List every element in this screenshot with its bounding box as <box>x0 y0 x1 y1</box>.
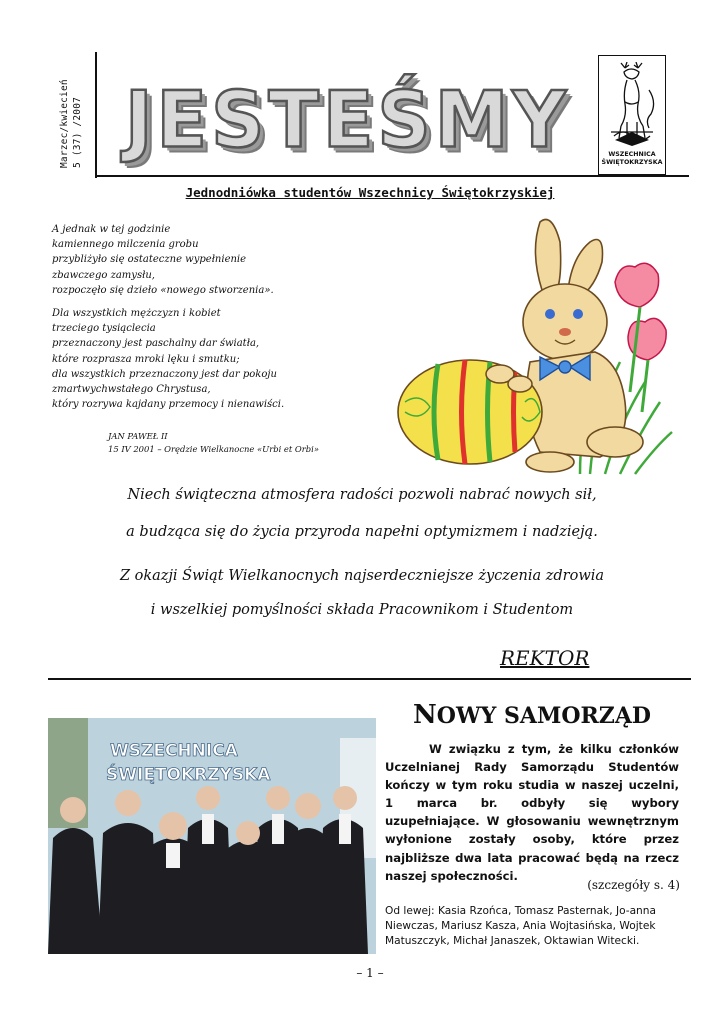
poem-line: zbawczego zamysłu, <box>52 269 155 281</box>
article-title-rest: OWY SAMORZĄD <box>436 703 651 729</box>
poem-line: przybliżyło się ostateczne wypełnienie <box>52 254 247 266</box>
photo-sign-line-1: WSZECHNICA <box>110 741 238 761</box>
signature-text: REKTOR <box>500 646 590 670</box>
greeting-line-4: i wszelkiej pomyślności składa Pracownikom i Studentom <box>150 602 574 618</box>
masthead-title: JESTEŚMY <box>125 74 570 166</box>
poem-line: kamiennego milczenia grobu <box>52 239 199 251</box>
poem-attribution <box>108 430 408 456</box>
greeting-line-2: a budząca się do życia przyroda napełni optymizmem i nadzieją. <box>126 524 598 540</box>
easter-illustration <box>390 212 680 482</box>
article-reference: (szczegóły s. 4) <box>587 878 680 892</box>
poem-author: JAN PAWEŁ II <box>108 431 168 441</box>
logo-text-line-2: ŚWIĘTOKRZYSKA <box>601 159 663 166</box>
poem-line: trzeciego tysiąclecia <box>52 323 156 335</box>
masthead <box>125 70 570 170</box>
poem-line: dla wszystkich przeznaczony jest dar pokoju <box>52 368 277 380</box>
issue-info <box>58 48 98 168</box>
newspaper-subtitle <box>60 185 680 200</box>
header-divider-horizontal <box>95 175 689 177</box>
article-title <box>384 700 680 730</box>
issue-date: Marzec/kwiecień <box>59 79 70 168</box>
easter-bunny-illustration <box>390 212 680 482</box>
poem-line: które rozprasza mroki lęku i smutku; <box>52 353 240 365</box>
logo-text-line-1: WSZECHNICA <box>608 151 656 158</box>
poem-line: A jednak w tej godzinie <box>52 224 171 235</box>
article-body: W związku z tym, że kilku członków Uczelnianej Rady Samorządu Studentów kończy w tym roku studia w naszej uczelni, 1 marca br. odbyły się wybory uzupełniające. W głosowaniu wewnętrznym wyłonione zostały osoby, które przez najbliższe dwa lata pracować będą na rzecz naszej społeczności. <box>385 742 679 883</box>
university-logo <box>598 55 666 175</box>
group-photo <box>48 718 376 954</box>
poem-line: przeznaczony jest paschalny dar światła, <box>52 338 260 350</box>
poem <box>52 222 382 412</box>
article-title-initial: N <box>413 700 437 730</box>
poem-line: który rozrywa kajdany przemocy i nienawiści. <box>52 399 285 411</box>
photo-caption: Od lewej: Kasia Rzońca, Tomasz Pasternak, Jo-anna Niewczas, Mariusz Kasza, Ania Wojtasińska, Wojtek Matuszczyk, Michał Janaszek, Oktawian Witecki. <box>385 905 656 947</box>
photo-sign-line-2: ŚWIĘTOKRZYSKA <box>106 765 271 785</box>
header-divider-vertical <box>95 52 97 178</box>
page-number: – 1 – <box>356 966 384 980</box>
poem-line: zmartwychwstałego Chrystusa, <box>52 384 211 396</box>
poem-line: rozpoczęło się dzieło «nowego stworzenia». <box>52 284 274 296</box>
issue-number: 5 (37) /2007 <box>72 96 83 168</box>
logo-caption <box>599 151 665 167</box>
poem-source: 15 IV 2001 – Orędzie Wielkanocne «Urbi et Orbi» <box>108 444 319 454</box>
deer-logo-icon <box>605 62 659 148</box>
poem-line: Dla wszystkich mężczyzn i kobiet <box>52 308 221 320</box>
subtitle-text: Jednodniówka studentów Wszechnicy Świętokrzyskiej <box>185 185 555 200</box>
signature <box>500 646 660 670</box>
greeting-line-3: Z okazji Świąt Wielkanocnych najserdeczniejsze życzenia zdrowia <box>119 568 605 584</box>
greeting-line-1: Niech świąteczna atmosfera radości pozwoli nabrać nowych sił, <box>127 487 597 503</box>
section-divider <box>48 678 691 680</box>
